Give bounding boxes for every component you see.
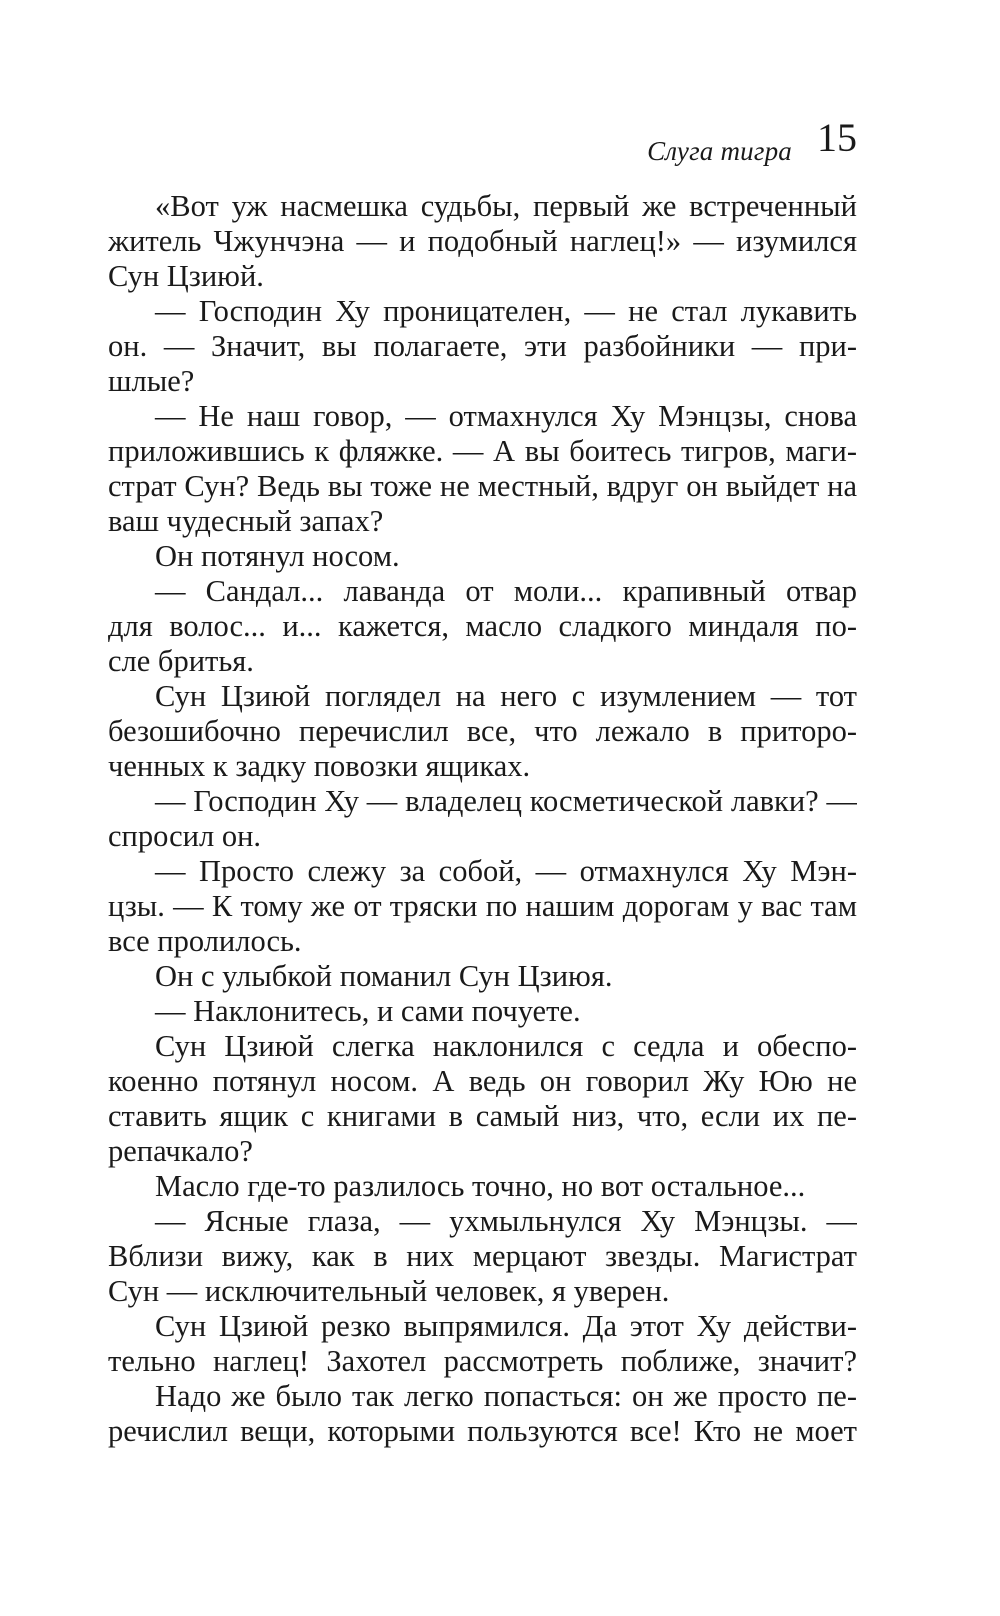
running-title: Слуга тигра	[647, 136, 792, 166]
text-line: страт Сун? Ведь вы тоже не местный, вдруг он выйдет на	[108, 469, 857, 503]
text-line: репачкало?	[108, 1134, 253, 1168]
text-line: Он с улыбкой поманил Сун Цзиюя.	[155, 959, 613, 993]
text-line: Сун Цзиюй.	[108, 259, 264, 293]
text-line: Надо же было так легко попасться: он же просто пе-	[155, 1379, 857, 1413]
text-line: — Не наш говор, — отмахнулся Ху Мэнцзы, снова	[155, 399, 857, 433]
text-line: Сун Цзиюй слегка наклонился с седла и обеспо-	[155, 1029, 857, 1063]
text-line: — Господин Ху проницателен, — не стал лукавить	[155, 294, 857, 328]
body-text	[108, 189, 857, 1479]
text-line: ченных к задку повозки ящиках.	[108, 749, 531, 783]
text-line: все пролилось.	[108, 924, 302, 958]
text-line: — Ясные глаза, — ухмыльнулся Ху Мэнцзы. —	[155, 1204, 857, 1238]
text-line: ставить ящик с книгами в самый низ, что, если их пе-	[108, 1099, 857, 1133]
text-line: Сун Цзиюй резко выпрямился. Да этот Ху действи-	[155, 1309, 857, 1343]
text-line: безошибочно перечислил все, что лежало в приторо-	[108, 714, 857, 748]
text-line: приложившись к фляжке. — А вы боитесь тигров, маги-	[108, 434, 857, 468]
text-line: — Сандал... лаванда от моли... крапивный отвар	[155, 574, 857, 608]
text-line: коенно потянул носом. А ведь он говорил Жу Юю не	[108, 1064, 857, 1098]
text-line: ваш чудесный запах?	[108, 504, 384, 538]
text-line: шлые?	[108, 364, 195, 398]
text-line: сле бритья.	[108, 644, 254, 678]
text-line: спросил он.	[108, 819, 262, 853]
text-line: Вблизи вижу, как в них мерцают звезды. Магистрат	[108, 1239, 857, 1273]
text-line: Он потянул носом.	[155, 539, 400, 573]
text-line: цзы. — К тому же от тряски по нашим дорогам у вас там	[108, 889, 857, 923]
text-line: — Наклонитесь, и сами почуете.	[155, 994, 581, 1028]
text-line: Масло где-то разлилось точно, но вот остальное...	[155, 1169, 806, 1203]
text-line: житель Чжунчэна — и подобный наглец!» — изумился	[108, 224, 857, 258]
page-header	[108, 115, 857, 174]
text-line: он. — Значит, вы полагаете, эти разбойники — при-	[108, 329, 857, 363]
text-line: «Вот уж насмешка судьбы, первый же встреченный	[155, 189, 857, 223]
text-line: тельно наглец! Захотел рассмотреть поближе, значит?	[108, 1344, 857, 1378]
text-line: Сун Цзиюй поглядел на него с изумлением — тот	[155, 679, 857, 713]
text-line: для волос... и... кажется, масло сладкого миндаля по-	[108, 609, 857, 643]
page-number: 15	[817, 115, 857, 160]
text-line: — Просто слежу за собой, — отмахнулся Ху Мэн-	[155, 854, 857, 888]
text-line: речислил вещи, которыми пользуются все! Кто не моет	[108, 1414, 857, 1448]
text-line: — Господин Ху — владелец косметической лавки? —	[155, 784, 857, 818]
text-line: Сун — исключительный человек, я уверен.	[108, 1274, 670, 1308]
